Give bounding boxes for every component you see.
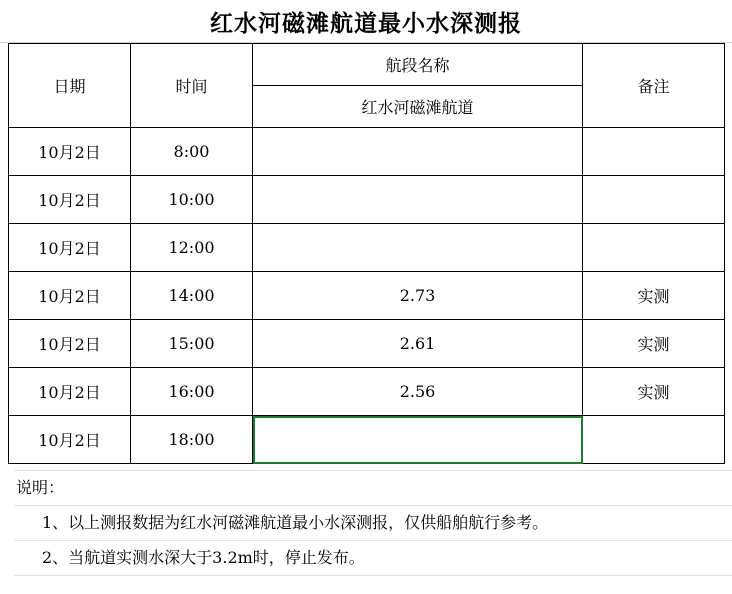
cell-date[interactable]: 10月2日 <box>9 272 131 320</box>
cell-note[interactable] <box>583 176 725 224</box>
cell-time[interactable]: 8:00 <box>131 128 253 176</box>
table-row <box>9 224 725 272</box>
cell-note[interactable]: 实测 <box>583 320 725 368</box>
cell-note[interactable] <box>583 128 725 176</box>
cell-time[interactable]: 16:00 <box>131 368 253 416</box>
cell-date[interactable]: 10月2日 <box>9 368 131 416</box>
cell-note[interactable]: 实测 <box>583 368 725 416</box>
cell-time[interactable]: 10:00 <box>131 176 253 224</box>
table-row <box>9 176 725 224</box>
notes-heading: 说明： <box>14 470 732 506</box>
cell-time[interactable]: 12:00 <box>131 224 253 272</box>
cell-depth[interactable]: 2.56 <box>253 368 583 416</box>
cell-date[interactable]: 10月2日 <box>9 416 131 464</box>
cell-date[interactable]: 10月2日 <box>9 176 131 224</box>
header-cell-segment-name: 红水河磁滩航道 <box>253 86 583 128</box>
header-cell-note: 备注 <box>583 44 725 128</box>
table-row <box>9 272 725 320</box>
header-cell-time: 时间 <box>131 44 253 128</box>
notes-section <box>0 470 732 576</box>
cell-depth[interactable]: 2.73 <box>253 272 583 320</box>
cell-depth[interactable] <box>253 176 583 224</box>
cell-depth[interactable]: 2.61 <box>253 320 583 368</box>
cell-date[interactable]: 10月2日 <box>9 128 131 176</box>
cell-note[interactable]: 实测 <box>583 272 725 320</box>
cell-date[interactable]: 10月2日 <box>9 320 131 368</box>
cell-note[interactable] <box>583 224 725 272</box>
table-header-row <box>9 44 725 86</box>
cell-time[interactable]: 15:00 <box>131 320 253 368</box>
table-row <box>9 320 725 368</box>
cell-note[interactable] <box>583 416 725 464</box>
notes-item-2: 2、当航道实测水深大于3.2m时，停止发布。 <box>14 541 732 576</box>
cell-depth[interactable] <box>253 128 583 176</box>
cell-depth-selected[interactable] <box>253 416 583 464</box>
cell-time[interactable]: 14:00 <box>131 272 253 320</box>
water-depth-table <box>8 43 725 464</box>
cell-depth[interactable] <box>253 224 583 272</box>
table-row <box>9 416 725 464</box>
cell-time[interactable]: 18:00 <box>131 416 253 464</box>
table-row <box>9 128 725 176</box>
header-cell-segment-group: 航段名称 <box>253 44 583 86</box>
header-cell-date: 日期 <box>9 44 131 128</box>
table-row <box>9 368 725 416</box>
page-title: 红水河磁滩航道最小水深测报 <box>210 9 522 37</box>
document-title-row <box>0 0 732 43</box>
cell-date[interactable]: 10月2日 <box>9 224 131 272</box>
notes-item-1: 1、以上测报数据为红水河磁滩航道最小水深测报，仅供船舶航行参考。 <box>14 506 732 541</box>
